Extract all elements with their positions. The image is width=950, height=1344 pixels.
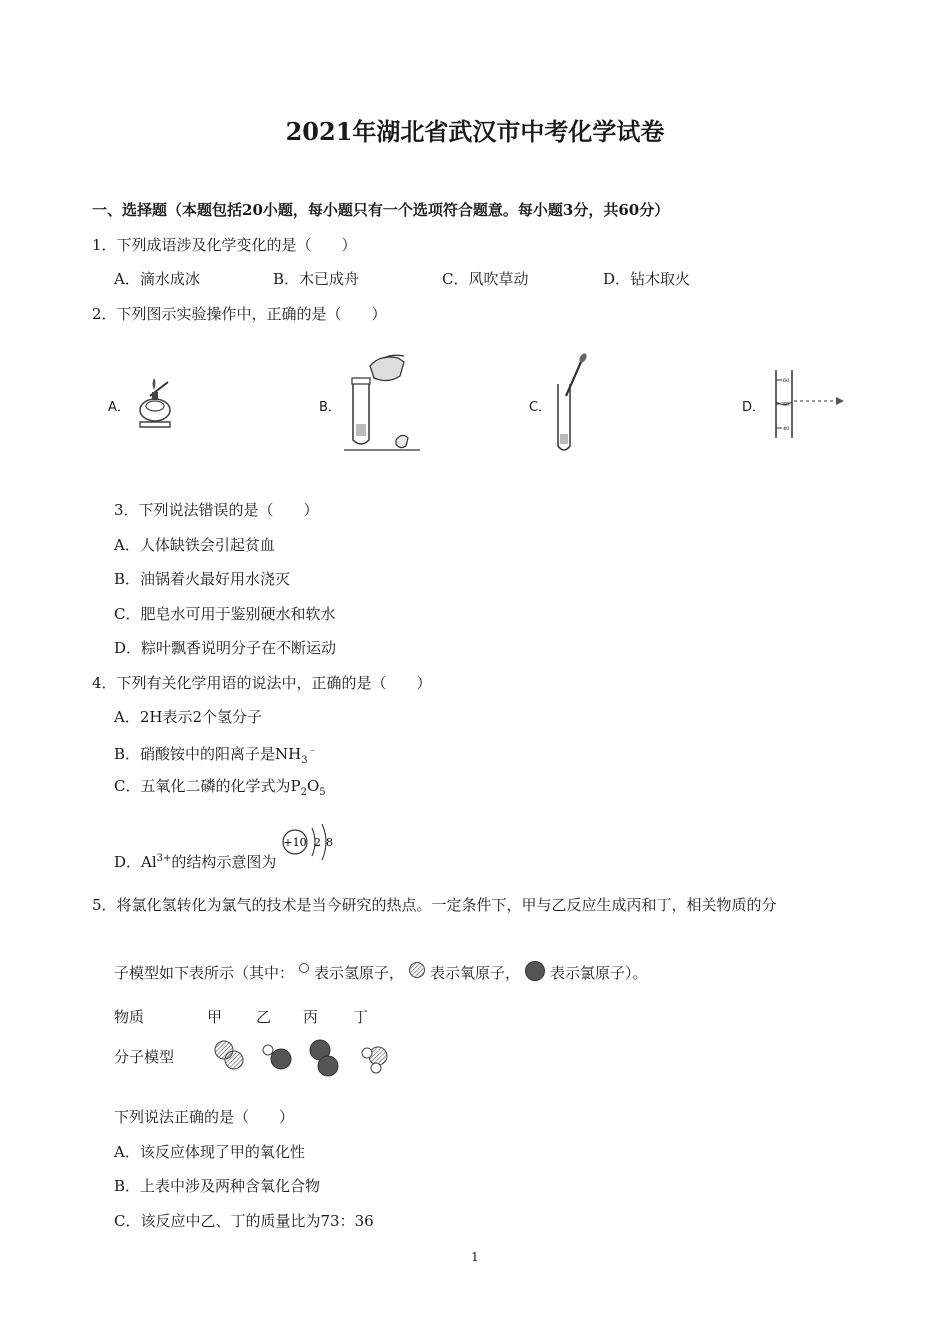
q2-fig-label-d: D．	[742, 400, 766, 415]
molecule-yi-hcl	[263, 1045, 291, 1069]
cylinder-mark-60: 60	[783, 378, 790, 384]
molecule-models	[210, 1036, 400, 1082]
q5-legend-line: 子模型如下表所示（其中： 表示氢原子， 表示氧原子， 表示氯原子）。	[114, 962, 648, 983]
molecule-jia-o2	[215, 1041, 243, 1069]
page-number: 1	[471, 1250, 479, 1264]
q1-option-d: D．钻木取火	[603, 270, 691, 288]
q1-option-c: C．风吹草动	[442, 270, 529, 288]
q3-option-d: D．粽叶飘香说明分子在不断运动	[114, 639, 337, 657]
q5-option-a: A．该反应体现了甲的氧化性	[114, 1143, 305, 1161]
graduated-cylinder-figure	[766, 368, 856, 440]
pouring-liquid-figure	[340, 352, 420, 454]
chlorine-atom-icon	[524, 962, 546, 982]
q4-option-c: C．五氧化二磷的化学式为$P_2O_5$	[114, 777, 326, 798]
q2-fig-label-b: B．	[319, 400, 341, 415]
q4-stem: 4．下列有关化学用语的说法中，正确的是（ ）	[92, 674, 432, 692]
hydrogen-atom-icon	[298, 962, 310, 974]
cylinder-mark-40: 40	[783, 426, 790, 432]
shell-electrons-1: 2	[314, 836, 321, 849]
q4-option-a: A．2H表示2个氢分子	[114, 708, 263, 726]
atom-structure-diagram	[282, 822, 338, 868]
shell-electrons-2: 8	[326, 836, 333, 849]
substance-jia: 甲	[207, 1008, 223, 1026]
q5-question: 下列说法正确的是（ ）	[114, 1108, 295, 1126]
q3-option-c: C．肥皂水可用于鉴别硬水和软水	[114, 605, 336, 623]
molecule-ding-h2o	[362, 1047, 387, 1073]
q3-option-a: A．人体缺铁会引起贫血	[114, 536, 275, 554]
substance-ding: 丁	[353, 1008, 369, 1026]
section-heading: 一、选择题（本题包括20小题，每小题只有一个选项符合题意。每小题3分，共60分）	[92, 201, 670, 219]
alcohol-lamp-figure	[132, 376, 182, 436]
q1-option-a: A．滴水成冰	[114, 270, 200, 288]
q4-option-d: D．$Al^{3+}$的结构示意图为	[114, 853, 277, 871]
molecule-bing-cl2	[310, 1040, 338, 1076]
substance-yi: 乙	[256, 1008, 272, 1026]
table-header-label: 物质	[114, 1008, 145, 1026]
table-row-label: 分子模型	[114, 1048, 175, 1066]
substance-bing: 丙	[303, 1008, 319, 1026]
q2-stem: 2．下列图示实验操作中，正确的是（ ）	[92, 305, 387, 323]
q1-option-b: B．木已成舟	[273, 270, 360, 288]
q3-option-b: B．油锅着火最好用水浇灭	[114, 570, 291, 588]
dropper-figure	[552, 352, 592, 458]
q3-stem: 3．下列说法错误的是（ ）	[114, 501, 319, 519]
q4-option-b: B．硝酸铵中的阳离子是$NH_3^﹣$	[114, 745, 318, 766]
q1-stem: 1．下列成语涉及化学变化的是（ ）	[92, 236, 357, 254]
q5-option-c: C．该反应中乙、丁的质量比为73：36	[114, 1212, 374, 1230]
q2-fig-label-c: C．	[529, 400, 552, 415]
q5-stem: 5．将氯化氢转化为氯气的技术是当今研究的热点。一定条件下，甲与乙反应生成丙和丁，相关物质的分	[92, 896, 777, 914]
q2-fig-label-a: A．	[108, 400, 130, 415]
oxygen-atom-icon	[408, 962, 426, 980]
cylinder-mark-50: 50	[783, 402, 790, 408]
page-title: 2021年湖北省武汉市中考化学试卷	[285, 117, 665, 146]
q5-option-b: B．上表中涉及两种含氧化合物	[114, 1177, 321, 1195]
nucleus-charge: +10	[283, 836, 307, 849]
